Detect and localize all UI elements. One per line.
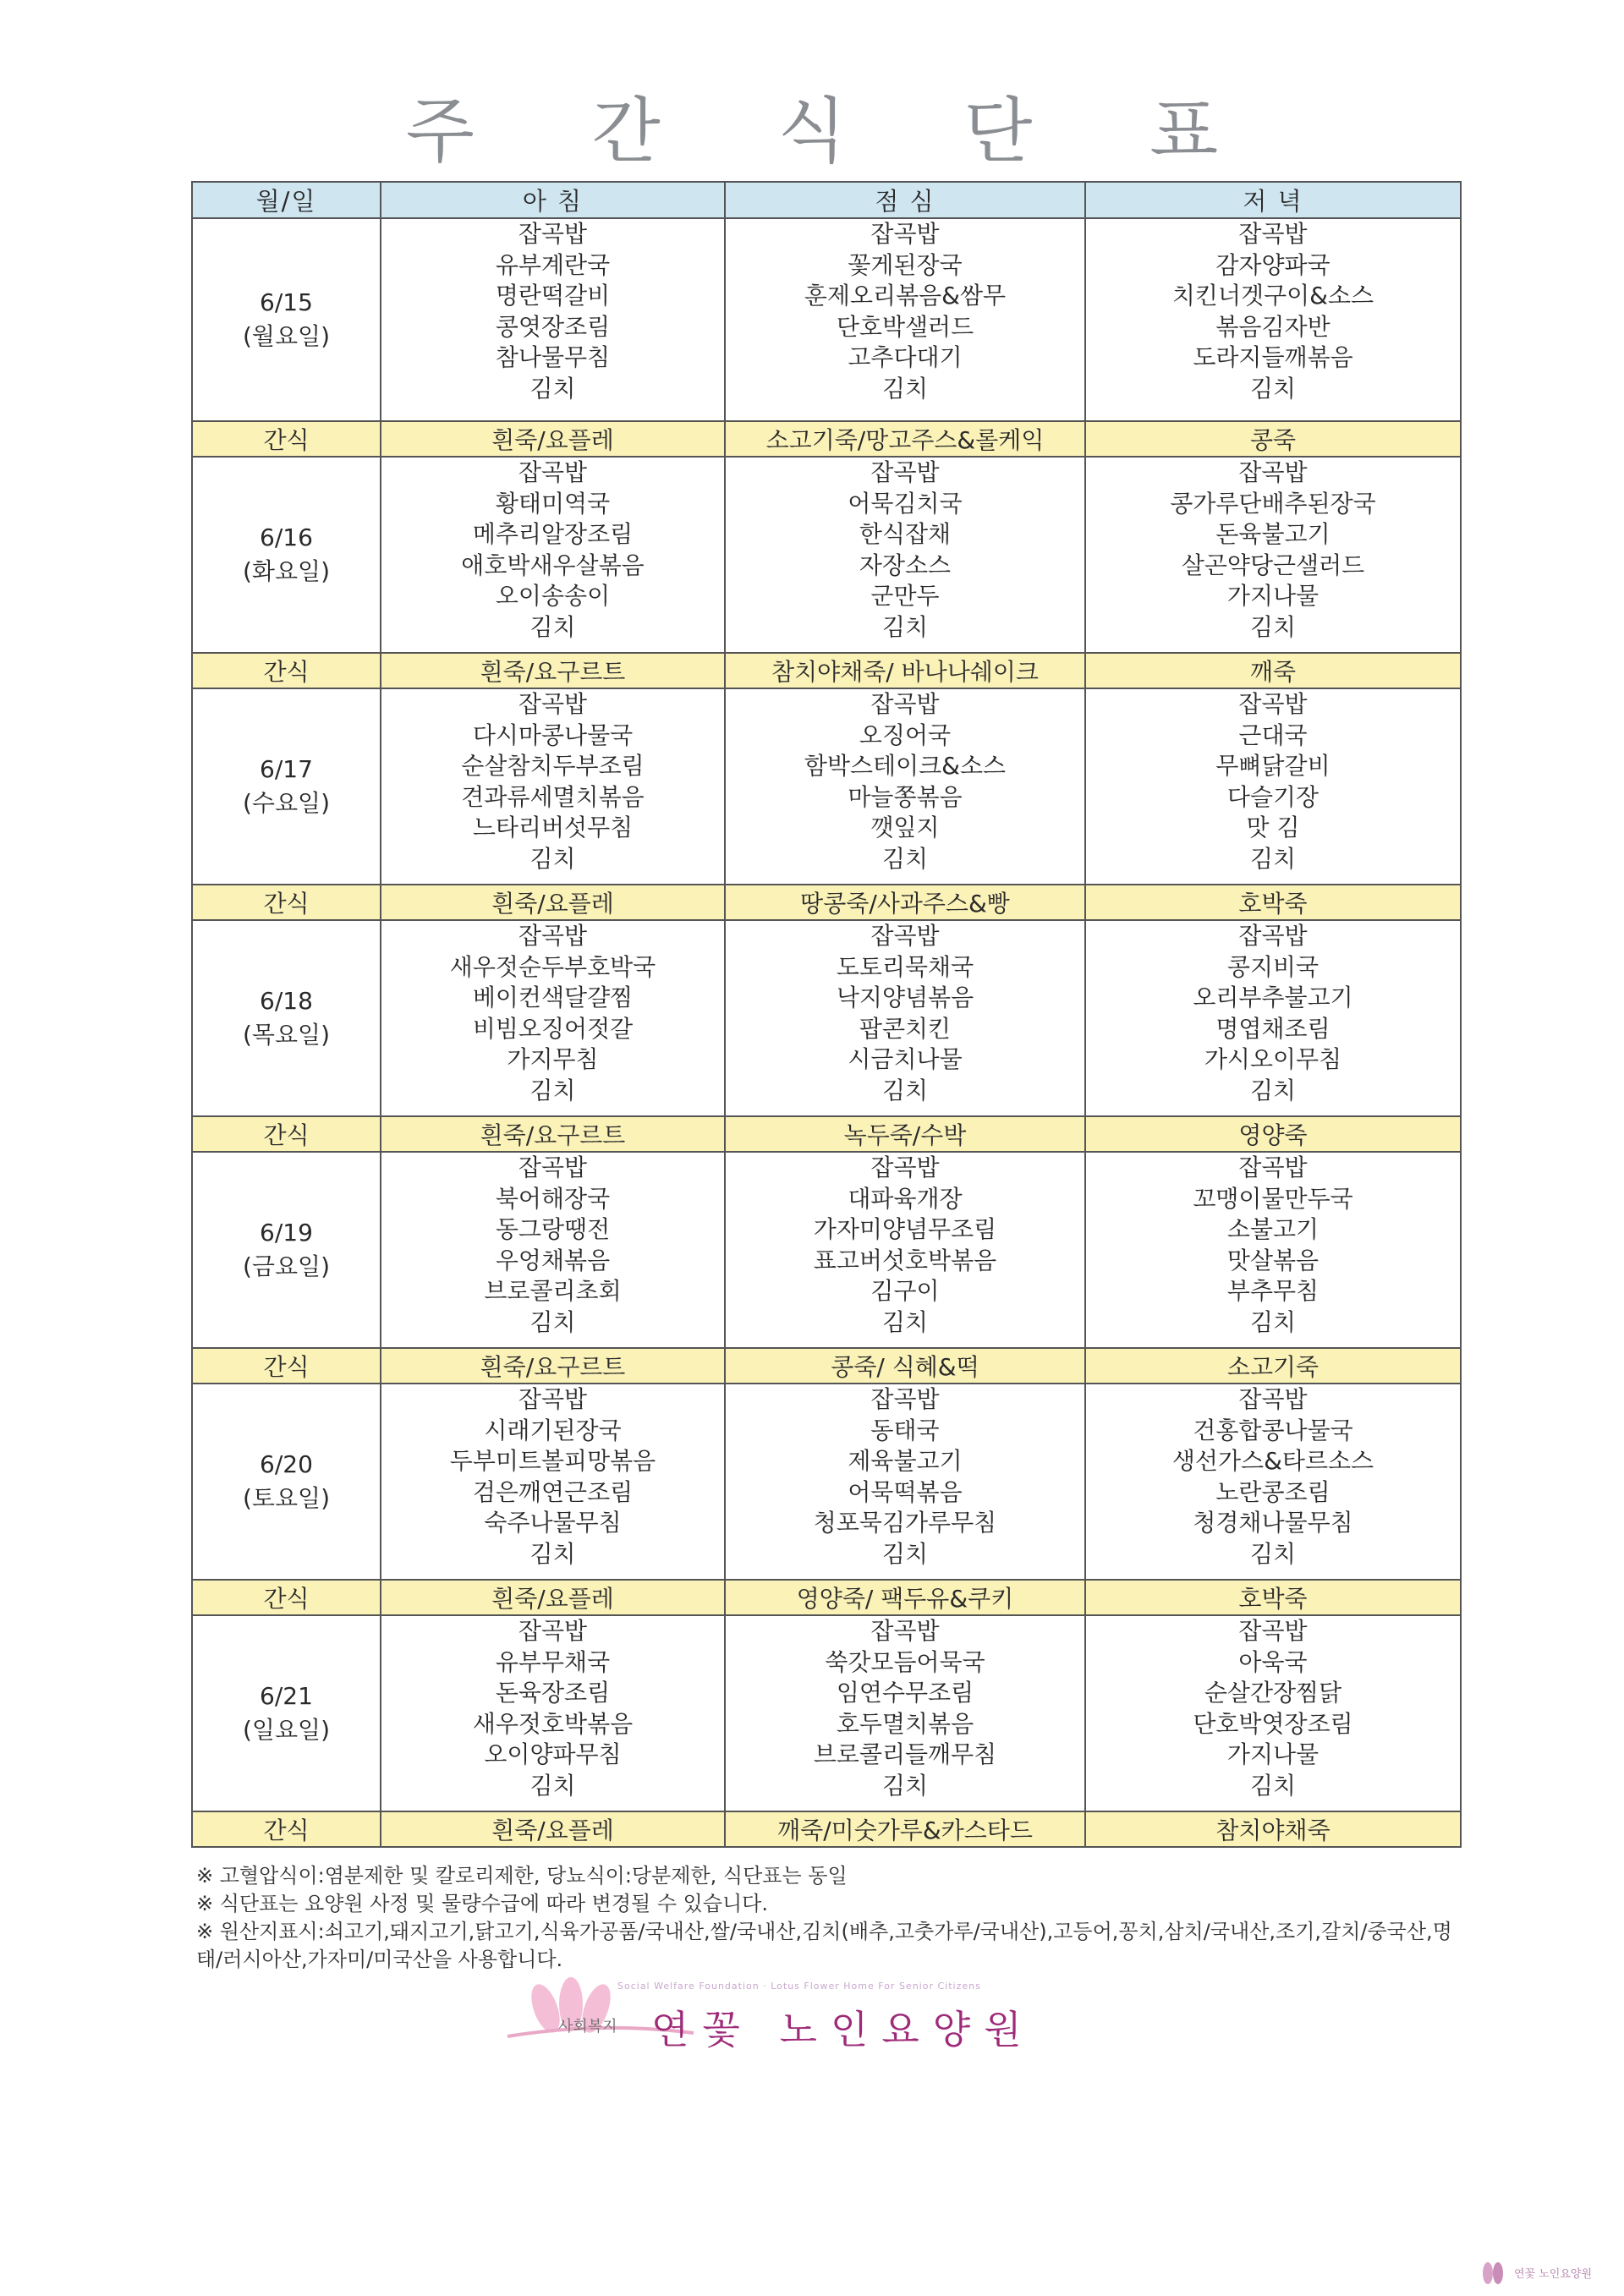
dinner-cell (1085, 1152, 1461, 1348)
table-header-row (192, 182, 1461, 218)
menu-item: 오징어국 (859, 721, 952, 749)
menu-item: 김치 (529, 1539, 576, 1568)
menu-item: 콩가루단배추된장국 (1170, 489, 1376, 518)
breakfast-cell (381, 1384, 725, 1580)
menu-item: 오이양파무침 (484, 1740, 622, 1768)
menu-item: 오이송송이 (495, 582, 611, 610)
snack-item: 깨죽 (1085, 653, 1461, 688)
menu-item: 청경채나물무침 (1193, 1509, 1353, 1537)
day-cell (192, 218, 381, 421)
dinner-cell (1085, 457, 1461, 653)
menu-item: 제육불고기 (848, 1447, 963, 1475)
weekday-label: (월요일) (243, 322, 330, 350)
breakfast-cell (381, 1615, 725, 1811)
menu-item: 단호박샐러드 (836, 312, 974, 341)
menu-item: 고추다대기 (848, 343, 963, 371)
menu-item: 브로콜리초회 (484, 1277, 622, 1305)
menu-item: 부추무침 (1226, 1277, 1320, 1305)
snack-item: 참치야채죽 (1085, 1811, 1461, 1847)
menu-item: 잡곡밥 (870, 1153, 940, 1181)
day-row (192, 218, 1461, 421)
day-row (192, 1384, 1461, 1580)
day-cell (192, 688, 381, 885)
snack-label: 간식 (192, 1811, 381, 1847)
snack-item: 흰죽/요플레 (381, 421, 725, 457)
menu-item: 훈제오리볶음&쌈무 (804, 282, 1007, 310)
breakfast-cell (381, 218, 725, 421)
menu-item: 오리부추불고기 (1193, 984, 1353, 1011)
snack-row (192, 1580, 1461, 1615)
menu-item: 꼬맹이물만두국 (1193, 1184, 1353, 1213)
date-label: 6/20 (260, 1450, 313, 1478)
menu-item: 어묵김치국 (848, 489, 963, 518)
menu-item: 김치 (1249, 844, 1297, 873)
menu-item: 가시오이무침 (1204, 1045, 1342, 1073)
snack-row (192, 885, 1461, 920)
breakfast-cell (381, 1152, 725, 1348)
menu-item: 유부계란국 (495, 250, 611, 279)
breakfast-cell (381, 688, 725, 885)
snack-item: 소고기죽/망고주스&롤케익 (725, 421, 1085, 457)
menu-item: 김치 (1249, 1076, 1297, 1104)
menu-item: 황태미역국 (495, 489, 611, 518)
menu-item: 시금치나물 (848, 1045, 963, 1073)
snack-item: 콩죽 (1085, 421, 1461, 457)
day-cell (192, 1384, 381, 1580)
date-label: 6/21 (260, 1682, 313, 1710)
header-day: 월/일 (192, 182, 381, 218)
menu-item: 메추리알장조림 (472, 520, 634, 548)
day-cell (192, 1152, 381, 1348)
menu-item: 잡곡밥 (518, 220, 588, 248)
menu-item: 순살간장찜닭 (1204, 1679, 1342, 1707)
snack-item: 녹두죽/수박 (725, 1116, 1085, 1152)
menu-item: 청포묵김가루무침 (813, 1509, 997, 1537)
menu-item: 임연수무조림 (836, 1679, 974, 1707)
day-cell (192, 1615, 381, 1811)
menu-item: 느타리버섯무침 (472, 814, 634, 841)
menu-item: 명란떡갈비 (495, 282, 611, 310)
menu-item: 김치 (881, 844, 929, 873)
day-row (192, 457, 1461, 653)
menu-item: 콩엿장조림 (495, 312, 611, 341)
menu-item: 깻잎지 (870, 814, 940, 841)
menu-item: 잡곡밥 (518, 1385, 588, 1413)
menu-item: 김치 (881, 1771, 929, 1800)
date-label: 6/16 (260, 523, 313, 551)
snack-label: 간식 (192, 653, 381, 688)
header-lunch: 점 심 (725, 182, 1085, 218)
menu-item: 잡곡밥 (870, 690, 940, 718)
menu-item: 김치 (1249, 1771, 1297, 1800)
weekday-label: (화요일) (243, 557, 330, 585)
menu-item: 잡곡밥 (518, 922, 588, 950)
menu-item: 북어해장국 (495, 1184, 611, 1213)
menu-item: 김치 (881, 374, 929, 403)
menu-item: 김치 (1249, 612, 1297, 641)
menu-item: 치킨너겟구이&소스 (1171, 282, 1374, 310)
menu-item: 유부무채국 (495, 1647, 611, 1676)
note-line: ※ 고혈압식이:염분제한 및 칼로리제한, 당뇨식이:당분제한, 식단표는 동일 (196, 1864, 848, 1888)
snack-row (192, 1811, 1461, 1847)
weekday-label: (목요일) (243, 1021, 330, 1049)
menu-item: 우엉채볶음 (495, 1246, 611, 1274)
menu-item: 다슬기장 (1226, 782, 1320, 811)
menu-item: 가지나물 (1226, 1740, 1320, 1768)
menu-item: 잡곡밥 (870, 220, 940, 248)
menu-item: 잡곡밥 (518, 1153, 588, 1181)
menu-item: 잡곡밥 (1238, 922, 1308, 950)
note-line: ※ 원산지표시:쇠고기,돼지고기,닭고기,식육가공품/국내산,쌀/국내산,김치(배추,고춧가루/국내산),고등어,꽁치,삼치/국내산,조기,갈치/중국산,명태/러시아산,가자미/미국산을 사용합니다. (196, 1920, 1452, 1971)
snack-item: 땅콩죽/사과주스&빵 (725, 885, 1085, 920)
menu-item: 도라지들깨볶음 (1193, 343, 1353, 371)
org-english-name: Social Welfare Foundation · Lotus Flower Home For Senior Citizens (617, 1981, 981, 1992)
day-row (192, 1152, 1461, 1348)
snack-item: 참치야채죽/ 바나나쉐이크 (725, 653, 1085, 688)
snack-item: 영양죽 (1085, 1116, 1461, 1152)
menu-item: 꽃게된장국 (848, 250, 963, 279)
menu-item: 감자양파국 (1215, 250, 1330, 279)
menu-item: 낙지양념볶음 (836, 984, 974, 1011)
lunch-cell (725, 1152, 1085, 1348)
menu-item: 잡곡밥 (870, 1385, 940, 1413)
small-org-name: 연꽃 노인요양원 (1514, 2268, 1593, 2281)
page-title: 주 간 식 단 표 (405, 90, 1266, 173)
dinner-cell (1085, 688, 1461, 885)
menu-item: 잡곡밥 (870, 1617, 940, 1645)
date-label: 6/19 (260, 1219, 313, 1247)
menu-item: 무뼈닭갈비 (1215, 752, 1330, 780)
snack-item: 흰죽/요구르트 (381, 1348, 725, 1384)
snack-item: 호박죽 (1085, 1580, 1461, 1615)
menu-item: 잡곡밥 (1238, 458, 1308, 486)
menu-item: 두부미트볼피망볶음 (449, 1447, 656, 1475)
snack-item: 흰죽/요구르트 (381, 653, 725, 688)
notes (196, 1862, 1465, 1974)
menu-item: 참나물무침 (495, 343, 611, 371)
menu-item: 호두멸치볶음 (836, 1709, 974, 1738)
menu-item: 맛살볶음 (1226, 1246, 1320, 1274)
note-line: ※ 식단표는 요양원 사정 및 물량수급에 따라 변경될 수 있습니다. (196, 1892, 768, 1915)
menu-item: 쑥갓모듬어묵국 (825, 1647, 985, 1676)
menu-item: 가자미양념무조림 (813, 1215, 997, 1243)
snack-item: 콩죽/ 식혜&떡 (725, 1348, 1085, 1384)
menu-item: 새우젓순두부호박국 (449, 952, 656, 981)
day-row (192, 688, 1461, 885)
org-prefix: 사회복지 (558, 2018, 617, 2036)
date-label: 6/18 (260, 987, 313, 1015)
weekday-label: (수요일) (243, 789, 330, 817)
menu-item: 베이컨색달걀찜 (472, 984, 634, 1011)
menu-item: 표고버섯호박볶음 (813, 1246, 997, 1274)
menu-item: 시래기된장국 (484, 1416, 622, 1444)
menu-item: 가지나물 (1226, 582, 1320, 610)
dinner-cell (1085, 218, 1461, 421)
lunch-cell (725, 218, 1085, 421)
snack-label: 간식 (192, 1580, 381, 1615)
menu-item: 잡곡밥 (518, 690, 588, 718)
day-row (192, 920, 1461, 1116)
menu-item: 새우젓호박볶음 (472, 1709, 634, 1738)
snack-item: 영양죽/ 팩두유&쿠키 (725, 1580, 1085, 1615)
weekly-menu-table (191, 181, 1462, 1848)
menu-item: 김치 (881, 612, 929, 641)
dinner-cell (1085, 1384, 1461, 1580)
header-dinner: 저 녁 (1085, 182, 1461, 218)
dinner-cell (1085, 1615, 1461, 1811)
day-cell (192, 920, 381, 1116)
menu-item: 콩지비국 (1226, 952, 1320, 981)
breakfast-cell (381, 920, 725, 1116)
lunch-cell (725, 457, 1085, 653)
menu-item: 숙주나물무침 (484, 1509, 622, 1537)
snack-item: 흰죽/요구르트 (381, 1116, 725, 1152)
lunch-cell (725, 1615, 1085, 1811)
menu-item: 돈육장조림 (495, 1679, 611, 1707)
menu-item: 순살참치두부조림 (461, 752, 645, 780)
day-cell (192, 457, 381, 653)
menu-item: 애호박새우살볶음 (461, 551, 645, 579)
snack-item: 흰죽/요플레 (381, 1811, 725, 1847)
lunch-cell (725, 920, 1085, 1116)
lunch-cell (725, 688, 1085, 885)
menu-item: 잡곡밥 (1238, 1617, 1308, 1645)
menu-item: 노란콩조림 (1215, 1477, 1330, 1506)
menu-item: 견과류세멸치볶음 (461, 782, 645, 811)
snack-item: 소고기죽 (1085, 1348, 1461, 1384)
menu-item: 함박스테이크&소스 (804, 752, 1007, 780)
menu-item: 김치 (881, 1307, 929, 1336)
dinner-cell (1085, 920, 1461, 1116)
snack-row (192, 421, 1461, 457)
date-label: 6/15 (260, 288, 313, 316)
snack-item: 호박죽 (1085, 885, 1461, 920)
menu-item: 잡곡밥 (870, 458, 940, 486)
weekday-label: (토요일) (243, 1484, 330, 1512)
org-name: 연꽃 노인요양원 (651, 2007, 1035, 2052)
menu-item: 비빔오징어젓갈 (472, 1014, 634, 1043)
menu-item: 다시마콩나물국 (472, 721, 634, 749)
menu-item: 잡곡밥 (1238, 1153, 1308, 1181)
menu-item: 군만두 (870, 582, 940, 610)
breakfast-cell (381, 457, 725, 653)
menu-item: 명엽채조림 (1215, 1014, 1330, 1043)
menu-item: 김치 (881, 1539, 929, 1568)
menu-item: 김치 (529, 1307, 576, 1336)
menu-item: 생선가스&타르소스 (1171, 1447, 1374, 1475)
menu-item: 잡곡밥 (518, 458, 588, 486)
menu-item: 잡곡밥 (1238, 690, 1308, 718)
weekday-label: (금요일) (243, 1252, 330, 1280)
menu-item: 마늘쫑볶음 (848, 782, 963, 811)
menu-item: 김치 (1249, 1539, 1297, 1568)
menu-item: 돈육불고기 (1215, 520, 1330, 548)
snack-row (192, 1348, 1461, 1384)
menu-item: 도토리묵채국 (836, 952, 974, 981)
snack-label: 간식 (192, 1116, 381, 1152)
menu-item: 브로콜리들깨무침 (813, 1740, 997, 1768)
menu-item: 김치 (1249, 1307, 1297, 1336)
snack-label: 간식 (192, 421, 381, 457)
snack-item: 흰죽/요플레 (381, 1580, 725, 1615)
snack-label: 간식 (192, 885, 381, 920)
menu-item: 어묵떡볶음 (848, 1477, 963, 1506)
menu-item: 맛 김 (1246, 814, 1300, 841)
menu-item: 잡곡밥 (870, 922, 940, 950)
menu-item: 아욱국 (1238, 1647, 1308, 1676)
menu-item: 김치 (881, 1076, 929, 1104)
menu-item: 동그랑땡전 (495, 1215, 611, 1243)
menu-item: 김치 (529, 1076, 576, 1104)
menu-item: 한식잡채 (859, 520, 952, 548)
menu-item: 소불고기 (1226, 1215, 1320, 1243)
weekday-label: (일요일) (243, 1716, 330, 1744)
menu-item: 김치 (529, 612, 576, 641)
menu-item: 단호박엿장조림 (1193, 1709, 1353, 1738)
menu-item: 김치 (529, 844, 576, 873)
menu-item: 볶음김자반 (1215, 312, 1330, 341)
menu-item: 잡곡밥 (1238, 1385, 1308, 1413)
menu-item: 동태국 (870, 1416, 940, 1444)
snack-label: 간식 (192, 1348, 381, 1384)
menu-item: 건홍합콩나물국 (1193, 1416, 1353, 1444)
snack-row (192, 1116, 1461, 1152)
snack-item: 흰죽/요플레 (381, 885, 725, 920)
menu-item: 자장소스 (859, 551, 952, 579)
menu-item: 김치 (529, 374, 576, 403)
snack-item: 깨죽/미숫가루&카스타드 (725, 1811, 1085, 1847)
day-row (192, 1615, 1461, 1811)
menu-item: 팝콘치킨 (859, 1014, 952, 1043)
lunch-cell (725, 1384, 1085, 1580)
menu-item: 대파육개장 (848, 1184, 963, 1213)
header-breakfast: 아 침 (381, 182, 725, 218)
snack-row (192, 653, 1461, 688)
menu-item: 가지무침 (507, 1045, 599, 1073)
menu-item: 김치 (529, 1771, 576, 1800)
menu-item: 잡곡밥 (518, 1617, 588, 1645)
menu-item: 검은깨연근조림 (472, 1477, 634, 1506)
menu-item: 살곤약당근샐러드 (1181, 551, 1365, 579)
menu-item: 근대국 (1238, 721, 1308, 749)
date-label: 6/17 (260, 755, 313, 783)
menu-item: 김치 (1249, 374, 1297, 403)
menu-item: 잡곡밥 (1238, 220, 1308, 248)
menu-item: 김구이 (870, 1277, 940, 1305)
